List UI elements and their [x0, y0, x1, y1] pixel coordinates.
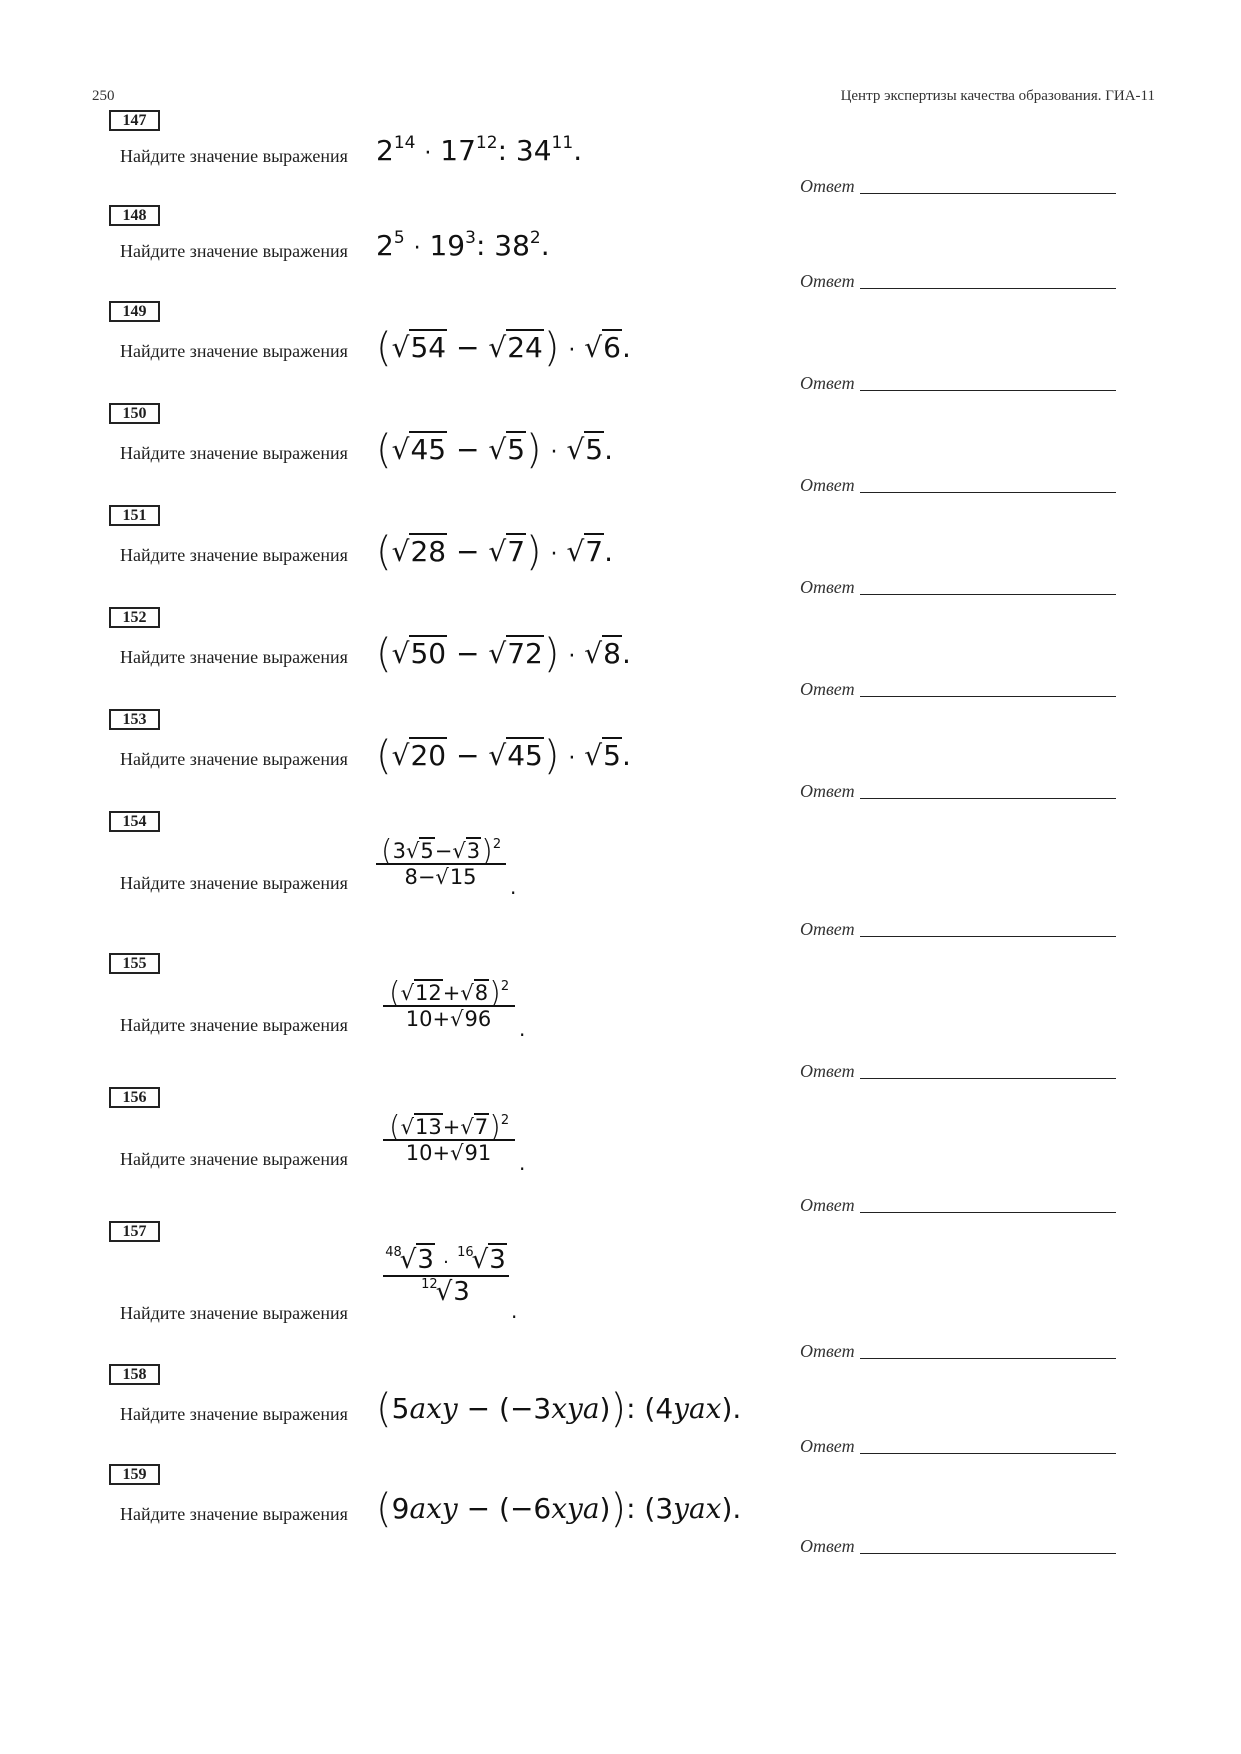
denominator: 10+√96	[405, 1007, 492, 1031]
fraction-expression: $^{48}$√3 · $^{16}$√3 $^{12}$√3 .	[383, 1245, 509, 1307]
task-number: 157	[109, 1221, 160, 1242]
task-prompt: Найдите значение выражения	[120, 1404, 348, 1424]
task-number: 150	[109, 403, 160, 424]
task-prompt: Найдите значение выражения	[120, 1015, 348, 1035]
answer-field[interactable]	[800, 271, 1116, 292]
denominator: 8−√15	[404, 865, 477, 889]
task-prompt: Найдите значение выражения	[120, 1303, 348, 1323]
task-number: 154	[109, 811, 160, 832]
expression: (√50 − √72) · √8.	[376, 631, 631, 677]
answer-line	[860, 1358, 1116, 1359]
task-number: 155	[109, 953, 160, 974]
answer-line	[860, 594, 1116, 595]
expression: (5axy − (−3xya)): (4yax).	[376, 1386, 742, 1432]
expression: $2^{14} \cdot 17^{12}$: $34^{11}$.	[376, 133, 583, 167]
task-prompt: Найдите значение выражения	[120, 241, 348, 261]
fraction-expression: $(3√5-√3)^2$ 8−√15 .	[376, 839, 506, 889]
answer-field[interactable]	[800, 1195, 1116, 1216]
answer-label: Ответ	[800, 1195, 855, 1215]
numerator: $^{48}$√3 · $^{16}$√3	[385, 1245, 506, 1275]
answer-line	[860, 390, 1116, 391]
task-number: 149	[109, 301, 160, 322]
task-prompt: Найдите значение выражения	[120, 1504, 348, 1524]
answer-line	[860, 1078, 1116, 1079]
answer-line	[860, 288, 1116, 289]
task-prompt: Найдите значение выражения	[120, 341, 348, 361]
answer-field[interactable]	[800, 475, 1116, 496]
expression: (√20 − √45) · √5.	[376, 733, 631, 779]
answer-label: Ответ	[800, 373, 855, 393]
task-number: 158	[109, 1364, 160, 1385]
expression: (√28 − √7) · √7.	[376, 529, 614, 575]
task-prompt: Найдите значение выражения	[120, 647, 348, 667]
answer-label: Ответ	[800, 919, 855, 939]
task-prompt: Найдите значение выражения	[120, 873, 348, 893]
answer-field[interactable]	[800, 919, 1116, 940]
answer-field[interactable]	[800, 679, 1116, 700]
answer-label: Ответ	[800, 679, 855, 699]
task-number: 147	[109, 110, 160, 131]
expression: (√54 − √24) · √6.	[376, 325, 631, 371]
answer-line	[860, 696, 1116, 697]
fraction-expression: $(√13+√7)^2$ 10+√91 .	[383, 1115, 515, 1165]
answer-label: Ответ	[800, 781, 855, 801]
expression: (√45 − √5) · √5.	[376, 427, 614, 473]
answer-label: Ответ	[800, 1341, 855, 1361]
answer-field[interactable]	[800, 1436, 1116, 1457]
task-number: 152	[109, 607, 160, 628]
answer-field[interactable]	[800, 577, 1116, 598]
task-number: 156	[109, 1087, 160, 1108]
answer-field[interactable]	[800, 781, 1116, 802]
answer-line	[860, 492, 1116, 493]
header-title: Центр экспертизы качества образования. ГИА-11	[840, 88, 1155, 104]
denominator: $^{12}$√3	[421, 1277, 470, 1307]
denominator: 10+√91	[405, 1141, 492, 1165]
task-prompt: Найдите значение выражения	[120, 545, 348, 565]
answer-line	[860, 936, 1116, 937]
numerator: $(√12+√8)^2$	[388, 976, 510, 1011]
expression: $2^5 \cdot 19^3$: $38^2$.	[376, 228, 550, 262]
task-number: 151	[109, 505, 160, 526]
answer-line	[860, 1453, 1116, 1454]
answer-line	[860, 1553, 1116, 1554]
page-number: 250	[92, 88, 115, 104]
task-prompt: Найдите значение выражения	[120, 749, 348, 769]
numerator: $(√13+√7)^2$	[388, 1110, 510, 1145]
answer-label: Ответ	[800, 475, 855, 495]
task-number: 148	[109, 205, 160, 226]
answer-label: Ответ	[800, 1436, 855, 1456]
answer-field[interactable]	[800, 1536, 1116, 1557]
task-prompt: Найдите значение выражения	[120, 146, 348, 166]
numerator: $(3√5-√3)^2$	[380, 834, 502, 869]
answer-field[interactable]	[800, 176, 1116, 197]
answer-line	[860, 1212, 1116, 1213]
task-prompt: Найдите значение выражения	[120, 443, 348, 463]
answer-label: Ответ	[800, 1061, 855, 1081]
answer-field[interactable]	[800, 1341, 1116, 1362]
answer-field[interactable]	[800, 1061, 1116, 1082]
answer-label: Ответ	[800, 1536, 855, 1556]
answer-label: Ответ	[800, 176, 855, 196]
task-number: 159	[109, 1464, 160, 1485]
answer-label: Ответ	[800, 271, 855, 291]
answer-label: Ответ	[800, 577, 855, 597]
answer-field[interactable]	[800, 373, 1116, 394]
task-number: 153	[109, 709, 160, 730]
fraction-expression: $(√12+√8)^2$ 10+√96 .	[383, 981, 515, 1031]
task-prompt: Найдите значение выражения	[120, 1149, 348, 1169]
answer-line	[860, 193, 1116, 194]
answer-line	[860, 798, 1116, 799]
expression: (9axy − (−6xya)): (3yax).	[376, 1486, 742, 1532]
